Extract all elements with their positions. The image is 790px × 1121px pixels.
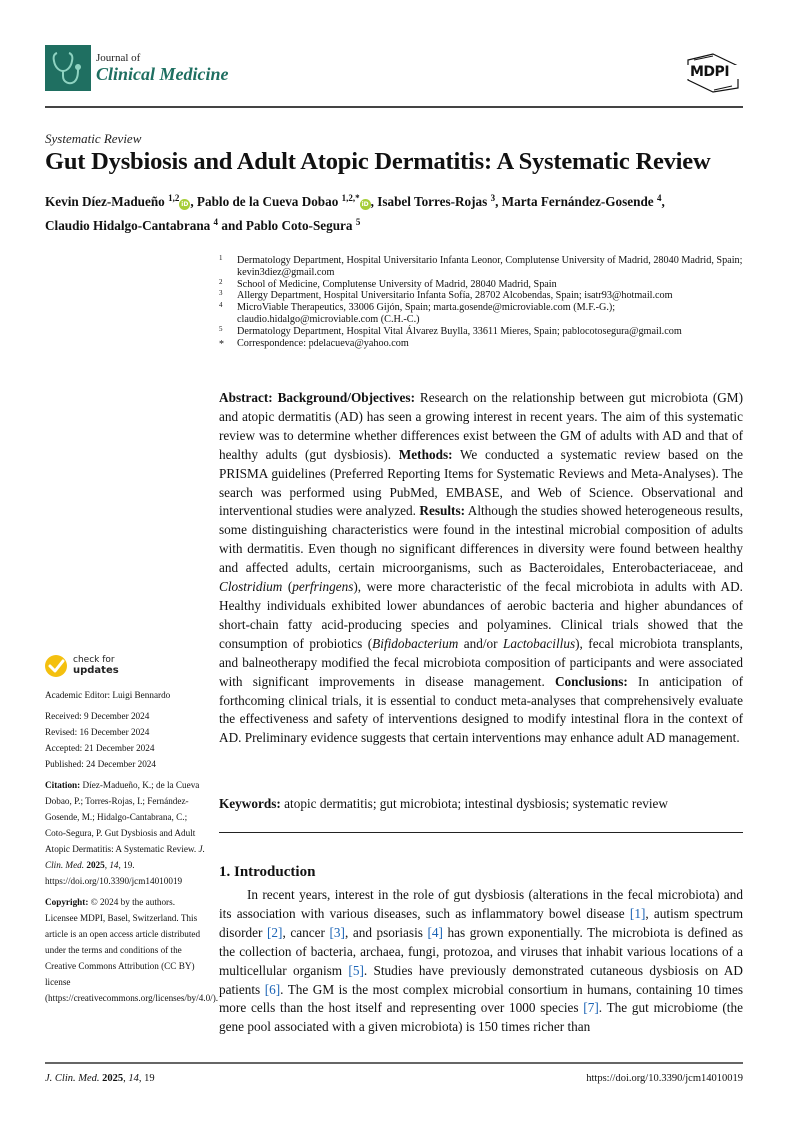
reference-link[interactable]: [4] [427, 924, 443, 940]
affiliation-item: 2 School of Medicine, Complutense University of Madrid, 28040 Madrid, Spain [219, 277, 557, 290]
author-name[interactable]: Isabel Torres-Rojas [377, 194, 488, 209]
methods-label: Methods: [398, 446, 453, 462]
checkmark-icon [45, 655, 67, 677]
affiliation-item: 4 MicroViable Therapeutics, 33006 Gijón, Spain; marta.gosende@microviable.com (M.F.-G.); claudio.hidalgo@microviable.com (C.H.-C.) [219, 301, 616, 325]
footer-divider [45, 1062, 743, 1064]
accepted-date: Accepted: 21 December 2024 [45, 743, 155, 753]
section-heading-introduction: 1. Introduction [219, 864, 316, 880]
citation-doi-link[interactable]: , 19. https://doi.org/10.3390/jcm14010019 [45, 860, 183, 886]
mdpi-logo-text: MDPI [690, 64, 730, 80]
stethoscope-icon [45, 45, 91, 91]
keywords: Keywords: atopic dermatitis; gut microbiota; intestinal dysbiosis; systematic review [219, 796, 668, 811]
journal-title: Clinical Medicine [96, 64, 229, 84]
reference-link[interactable]: [3] [329, 924, 345, 940]
received-date: Received: 9 December 2024 [45, 711, 150, 721]
section-divider [219, 832, 743, 833]
revised-date: Revised: 16 December 2024 [45, 727, 150, 737]
orcid-icon[interactable]: iD [181, 201, 189, 208]
author-affiliation: 1,2 [168, 193, 180, 203]
copyright: Copyright: © 2024 by the authors. Licensee MDPI, Basel, Switzerland. This article is an open access article distributed under the terms and conditions of the Creative Commons Attribution (CC BY) license (https://creativecommons.org/licenses/by/4.0/). [45, 897, 219, 1003]
affiliation-item: 3 Allergy Department, Hospital Universitario Infanta Sofía, 28702 Alcobendas, Spain; isatr93@hotmail.com [219, 289, 673, 302]
citation: Citation: Díez-Madueño, K.; de la Cueva Dobao, P.; Torres-Rojas, I.; Fernández-Gosende, M.; Hidalgo-Cantabrana, C.; Coto-Segura, P. Gut Dysbiosis and Adult Atopic Dermatitis: A Systematic Review. J. Clin. Med. 2025, 14, 19. https://doi.org/10.3390/jcm14010019 [45, 780, 205, 886]
journal-of-text: Journal of [96, 52, 141, 64]
article-type: Systematic Review [45, 131, 142, 146]
journal-logo [45, 45, 91, 91]
author-list: Kevin Díez-Madueño $^{1,2}$iD , Pablo de la Cueva Dobao $^{1,2,*}$iD , Isabel Torres-Rojas $^3$, Marta Fernández-Gosende $^4$, Claudio Hidalgo-Cantabrana $^4$ and Pablo Coto-Segura $^5$ [45, 193, 665, 233]
check-for-updates-button[interactable] [45, 654, 135, 680]
keywords-label: Keywords: [219, 796, 281, 811]
reference-link[interactable]: [7] [583, 1000, 599, 1016]
reference-link[interactable]: [5] [348, 962, 364, 978]
affiliation-item: 5 Dermatology Department, Hospital Vital Álvarez Buylla, 33611 Mieres, Spain; pablocotosegura@gmail.com [219, 324, 682, 337]
check-for-updates-label: check for updates [73, 655, 119, 676]
journal-name [96, 52, 229, 84]
author-name[interactable]: Pablo Coto-Segura [245, 218, 353, 233]
background-label: Background/Objectives: [277, 390, 415, 405]
orcid-icon[interactable]: iD [361, 201, 369, 208]
author-affiliation: 4 [656, 193, 662, 203]
academic-editor: Academic Editor: Luigi Bennardo [45, 690, 171, 700]
author-name[interactable]: Kevin Díez-Madueño [45, 194, 165, 209]
author-affiliation: 4 [213, 217, 219, 227]
author-name[interactable]: Claudio Hidalgo-Cantabrana [45, 218, 211, 233]
conclusions-label: Conclusions: [554, 673, 628, 689]
reference-link[interactable]: [1] [629, 905, 646, 921]
reference-link[interactable]: [6] [264, 981, 281, 997]
published-date: Published: 24 December 2024 [45, 759, 156, 769]
author-name[interactable]: Pablo de la Cueva Dobao [196, 194, 339, 209]
author-affiliation: 3 [490, 193, 496, 203]
author-affiliation: 1,2,* [341, 193, 360, 203]
correspondence: * Correspondence: pdelacueva@yahoo.com [219, 337, 409, 350]
abstract: Abstract: Background/Objectives: Research on the relationship between gut microbiota (GM) and atopic dermatitis (AD) has seen a growing interest in recent years. The aim of this systematic review was to determine whether differences exist between the GM of adults with AD and that of healthy adults (gut dysbiosis). Methods: We conducted a systematic review based on the PRISMA guidelines (Preferred Reporting Items for Systematic Reviews and Meta-Analyses). The search was performed using PubMed, EMBASE, and Web of Science. Observational and interventional studies were analyzed. Results: Although the studies showed heterogeneous results, some distinguishing characteristics were found in the intestinal microbial composition of adults with dermatitis. Even though no significant differences in diversity were found between healthy and affected adults, certain microorganisms, such as Bacteroidales, Enterobacteriaceae, and Clostridium (perfringens), were more characteristic of the fecal microbiota in adults with AD. Healthy individuals exhibited lower abundances of aerobic bacteria and higher abundances of short-chain fatty acid-producing species and polyamines. Clinical trials showed that the consumption of probiotics (Bifidobacterium and/or Lactobacillus), fecal microbiota transplants, and balneotherapy modified the fecal microbiota composition of participants and were associated with significant improvements in disease management. Conclusions: In anticipation of forthcoming clinical trials, it is essential to conduct meta-analyses that comprehensively evaluate the effectiveness and safety of interventions designed to modify intestinal flora in the context of AD. Preliminary evidence suggests that certain interventions may enhance adult AD management. [219, 390, 744, 746]
footer-doi-link[interactable]: https://doi.org/10.3390/jcm14010019 [586, 1073, 743, 1084]
article-info-sidebar [45, 687, 219, 1006]
abstract-label: Abstract: [219, 390, 273, 405]
article-title: Gut Dysbiosis and Adult Atopic Dermatitis: A Systematic Review [45, 148, 711, 175]
affiliation-item: 1 Dermatology Department, Hospital Universitario Infanta Leonor, Complutense University of Madrid, 28040 Madrid, Spain; kevin3diez@gmail.com [219, 254, 743, 278]
author-name[interactable]: Marta Fernández-Gosende [501, 194, 654, 209]
results-label: Results: [419, 503, 466, 519]
affiliations [219, 255, 749, 349]
introduction-paragraph: In recent years, interest in the role of gut dysbiosis (alterations in the fecal microbiota) and its association with various diseases, such as inflammatory bowel disease [1], autism spectrum disorder [2], cancer [3], and psoriasis [4] has grown exponentially. The microbiota is defined as the collection of bacteria, archaea, fungi, protozoa, and viruses that inhabit various locations of a multicellular organism [5]. Studies have previously demonstrated cutaneous dysbiosis on AD patients [6]. The GM is the most complex microbial consortium in humans, containing 10 times more cells than the host itself and representing over 1000 species [7]. The gut microbiome (the gene pool associated with a given microbiota) is 150 times richer than [219, 887, 743, 1035]
reference-link[interactable]: [2] [267, 924, 283, 940]
author-affiliation: 5 [355, 217, 361, 227]
mdpi-logo [684, 52, 742, 94]
footer-citation: J. Clin. Med. 2025, 14, 19 [45, 1073, 155, 1084]
header-divider [45, 106, 743, 108]
